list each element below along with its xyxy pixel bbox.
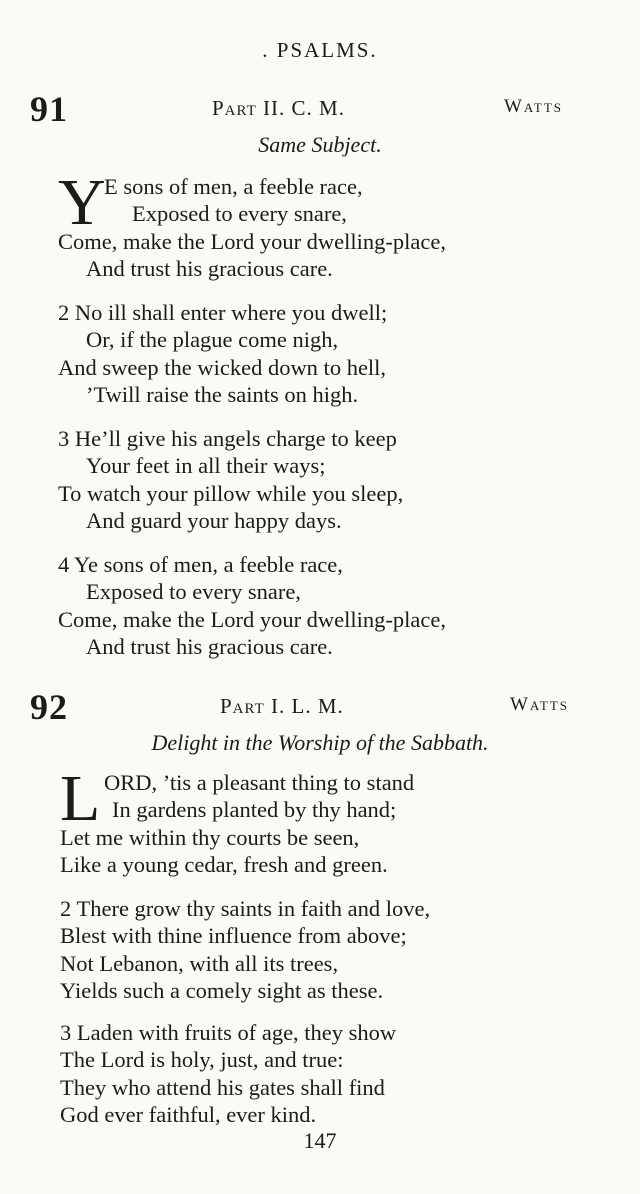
verse-line: They who attend his gates shall find [60,1075,385,1100]
drop-cap: Y [58,166,106,239]
verse-line: ORD, ’tis a pleasant thing to stand [104,770,415,795]
verse-line: God ever faithful, ever kind. [60,1102,317,1127]
hymn-meter: Part I. L. M. [220,694,344,718]
verse-line: 3 Laden with fruits of age, they show [60,1020,397,1045]
verse-line: Come, make the Lord your dwelling-place, [58,607,447,632]
verse-line: Let me within thy courts be seen, [60,825,360,850]
verse-line: 2 There grow thy saints in faith and love, [60,896,431,921]
hymn-author: Watts [504,96,563,117]
verse-line: In gardens planted by thy hand; [112,797,397,822]
verse-line: And trust his gracious care. [86,256,333,281]
verse-line: To watch your pillow while you sleep, [58,481,404,506]
verse-line: Yields such a comely sight as these. [60,978,384,1003]
verse-line: 4 Ye sons of men, a feeble race, [58,552,343,577]
verse-line: Blest with thine influence from above; [60,923,407,948]
verse-line: And guard your happy days. [86,508,342,533]
hymn-header [0,88,640,128]
verse-line: E sons of men, a feeble race, [104,174,363,199]
verse-line: And trust his gracious care. [86,634,333,659]
verse-line: Come, make the Lord your dwelling-place, [58,229,447,254]
hymn-subject: Same Subject. [258,132,382,157]
verse-line: ’Twill raise the saints on high. [86,382,359,407]
verse-line: The Lord is holy, just, and true: [60,1047,344,1072]
verse-line: Not Lebanon, with all its trees, [60,951,339,976]
hymn-header [0,686,640,726]
hymn-subject: Delight in the Worship of the Sabbath. [151,730,489,755]
hymn-number: 91 [30,89,68,129]
verse-line: 2 No ill shall enter where you dwell; [58,300,388,325]
hymn-author: Watts [510,694,569,715]
verse-line: And sweep the wicked down to hell, [58,355,387,380]
drop-cap: L [60,762,101,835]
hymn-meter: Part II. C. M. [212,96,345,120]
verse-line: Exposed to every snare, [86,579,301,604]
verse-line: Exposed to every snare, [132,201,347,226]
verse-line: Your feet in all their ways; [86,453,326,478]
verse-line: Or, if the plague come nigh, [86,327,339,352]
running-head: . PSALMS. [262,38,378,62]
verse-line: 3 He’ll give his angels charge to keep [58,426,397,451]
verse-line: Like a young cedar, fresh and green. [60,852,388,877]
hymn-number: 92 [30,687,68,727]
page-number: 147 [303,1128,337,1153]
